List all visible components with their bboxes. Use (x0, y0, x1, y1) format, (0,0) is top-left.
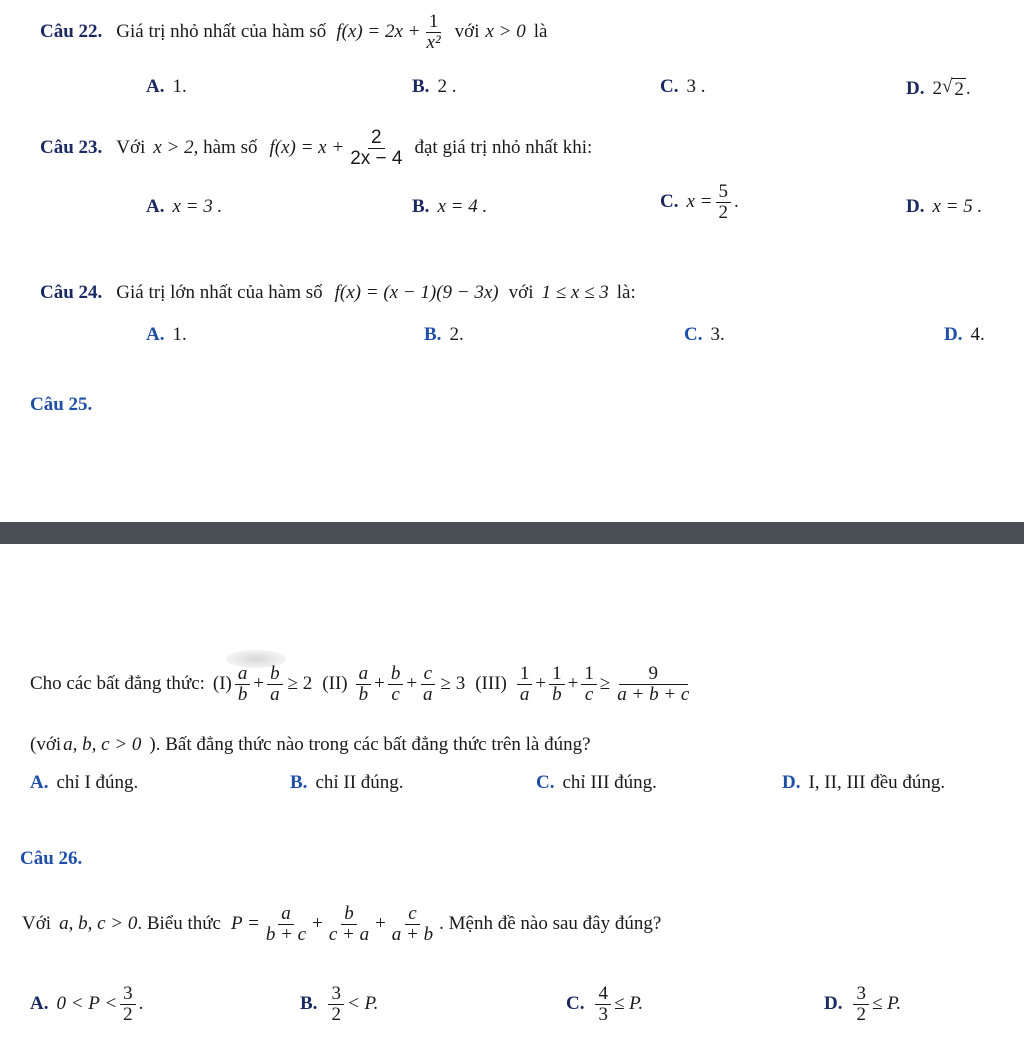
option-text: chỉ III đúng. (562, 772, 657, 793)
question-24-stem (40, 282, 636, 304)
condition-suffix: là: (616, 282, 636, 303)
fraction (549, 664, 565, 705)
fraction-denominator: 2x − 4 (350, 147, 403, 169)
fraction (235, 664, 251, 705)
function-lhs: f(x) = 2x + (336, 21, 421, 43)
fraction-numerator: a (356, 664, 372, 685)
option-key: A. (146, 324, 165, 345)
fraction (356, 664, 372, 705)
fraction-denominator: 2 (856, 1003, 866, 1025)
fraction-denominator: c + a (328, 923, 370, 945)
function: f(x) = (x − 1)(9 − 3x) (334, 282, 499, 303)
option-key: C. (660, 76, 679, 97)
question-25-inequalities (30, 664, 695, 705)
fraction-numerator: b (341, 904, 357, 925)
q23-option-a[interactable] (146, 196, 222, 218)
question-22-stem (40, 12, 547, 53)
question-24-text: Giá trị lớn nhất của hàm số (116, 282, 323, 303)
fraction-numerator: c (421, 664, 435, 685)
fraction-numerator: 3 (853, 984, 869, 1005)
fraction-numerator: 9 (619, 664, 689, 685)
condition-prefix: (với (30, 734, 62, 755)
option-text: x = 4 . (437, 196, 488, 217)
fraction-denominator: 2 (331, 1003, 341, 1025)
option-key: D. (944, 324, 963, 345)
option-key: D. (906, 77, 925, 99)
question-26-prompt: . Mệnh đề nào sau đây đúng? (439, 913, 662, 935)
condition-prefix: với (508, 282, 534, 303)
question-24-label: Câu 24. (40, 282, 103, 303)
q23-option-b[interactable] (412, 196, 487, 218)
option-key: A. (30, 993, 49, 1015)
q24-option-d[interactable] (944, 324, 985, 346)
question-23-suffix: đạt giá trị nhỏ nhất khi: (414, 137, 593, 159)
option-key: C. (684, 324, 703, 345)
fraction-numerator: 2 (368, 128, 385, 149)
plus-sign: + (375, 913, 386, 935)
fraction-numerator: 1 (517, 664, 533, 685)
q22-option-a[interactable] (146, 76, 187, 98)
fraction (389, 904, 436, 945)
plus-sign: + (253, 673, 265, 695)
fraction-numerator: a (235, 664, 251, 685)
question-22-text: Giá trị nhỏ nhất của hàm số (116, 21, 327, 43)
fraction (614, 664, 692, 705)
question-26-prefix: Với (22, 913, 52, 935)
option-text: x = 5 . (932, 196, 983, 217)
fraction-numerator: 4 (595, 984, 611, 1005)
fraction (424, 12, 444, 53)
option-text: chỉ II đúng. (315, 772, 404, 793)
inequality-iii-label: (III) (475, 673, 507, 695)
q23-option-d[interactable] (906, 196, 982, 218)
option-coefficient: 2 (932, 77, 942, 99)
question-25-label: Câu 25. (30, 394, 93, 415)
inequality-ii-rhs: ≥ 3 (440, 673, 466, 695)
greater-equal-sign: ≥ (599, 673, 611, 695)
option-key: C. (566, 993, 585, 1015)
question-25-condition (30, 734, 591, 756)
option-lhs: 0 < P < (56, 993, 118, 1015)
fraction (347, 128, 405, 169)
fraction-denominator: c (391, 683, 400, 705)
fraction (517, 664, 533, 705)
option-key: B. (412, 76, 430, 97)
q24-option-b[interactable] (424, 324, 464, 346)
condition: x > 2 (153, 137, 194, 159)
fraction-numerator: c (405, 904, 419, 925)
fraction-denominator: a (270, 683, 280, 705)
fraction-denominator: b (552, 683, 562, 705)
q25-option-b[interactable] (290, 772, 404, 794)
condition: x > 0 (485, 21, 526, 43)
question-23-prefix: Với (116, 137, 146, 159)
condition-prefix: với (454, 21, 480, 43)
fraction-numerator: 1 (549, 664, 565, 685)
question-25-prompt: ). Bất đẳng thức nào trong các bất đẳng thức trên là đúng? (149, 734, 591, 755)
option-text: 3. (710, 324, 725, 345)
fraction (120, 984, 136, 1025)
option-rhs: ≤ P. (613, 993, 644, 1015)
option-lhs: x = (686, 191, 713, 213)
q26-option-d[interactable] (824, 984, 901, 1025)
q25-option-a[interactable] (30, 772, 138, 794)
fraction-denominator: 2 (123, 1003, 133, 1025)
fraction (326, 904, 372, 945)
question-25-heading (30, 394, 106, 416)
question-26-middle: . Biểu thức (137, 913, 221, 935)
condition: a, b, c > 0 (59, 913, 138, 935)
q26-option-c[interactable] (566, 984, 643, 1025)
q24-option-a[interactable] (146, 324, 187, 346)
question-26-label: Câu 26. (20, 848, 83, 869)
plus-sign: + (374, 673, 385, 695)
fraction-numerator: a (278, 904, 294, 925)
question-26-stem (22, 904, 661, 945)
q25-option-d[interactable] (782, 772, 945, 794)
option-key: D. (824, 993, 843, 1015)
option-key: A. (146, 76, 165, 97)
fraction-numerator: 1 (426, 12, 442, 33)
inequality-ii-label: (II) (322, 673, 348, 695)
square-root: √ 2 (941, 76, 964, 100)
fraction (853, 984, 869, 1025)
condition-suffix: là (533, 21, 548, 43)
fraction (267, 664, 283, 705)
question-22-label: Câu 22. (40, 21, 103, 43)
option-rhs: ≤ P. (871, 993, 902, 1015)
option-text: chỉ I đúng. (56, 772, 139, 793)
radicand: 2 (954, 79, 964, 100)
option-key: D. (906, 196, 925, 217)
q22-option-b[interactable] (412, 76, 456, 98)
q23-option-c[interactable] (660, 182, 739, 223)
fraction-denominator: 3 (598, 1003, 608, 1025)
question-25-text: Cho các bất đẳng thức: (30, 673, 205, 695)
q22-option-c[interactable] (660, 76, 705, 98)
function-lhs: f(x) = x + (269, 137, 345, 159)
fraction-denominator: b (237, 683, 248, 705)
option-period: . (965, 77, 971, 99)
plus-sign: + (535, 673, 547, 695)
condition: a, b, c > 0 (63, 734, 142, 755)
fraction-denominator: x² (426, 31, 441, 53)
plus-sign: + (567, 673, 579, 695)
q24-option-c[interactable] (684, 324, 725, 346)
fraction-numerator: 5 (716, 182, 732, 203)
fraction-denominator: c (584, 683, 594, 705)
fraction-denominator: b + c (265, 923, 307, 945)
q26-option-a[interactable] (30, 984, 143, 1025)
option-text: 2. (449, 324, 464, 345)
question-23-stem (40, 128, 592, 169)
option-text: 4. (970, 324, 985, 345)
q22-option-d[interactable] (906, 76, 971, 101)
option-period: . (138, 993, 144, 1015)
fraction-numerator: 3 (120, 984, 136, 1005)
fraction (716, 182, 732, 223)
fraction-denominator: b (358, 683, 369, 705)
option-text: I, II, III đều đúng. (808, 772, 946, 793)
q25-option-c[interactable] (536, 772, 657, 794)
option-key: C. (660, 191, 679, 213)
fraction (328, 984, 344, 1025)
option-key: B. (290, 772, 308, 793)
option-text: 1. (172, 324, 187, 345)
fraction (263, 904, 309, 945)
expression-lhs: P = (230, 913, 260, 935)
fraction-denominator: a (519, 683, 530, 705)
question-26-heading (20, 848, 96, 870)
page-separator (0, 522, 1024, 544)
option-text: 2 . (437, 76, 457, 97)
fraction-denominator: a + b + c (617, 683, 690, 705)
fraction (581, 664, 597, 705)
option-key: D. (782, 772, 801, 793)
question-23-label: Câu 23. (40, 137, 103, 159)
question-23-middle: , hàm số (193, 137, 258, 159)
option-text: x = 3 . (172, 196, 223, 217)
option-key: B. (424, 324, 442, 345)
fraction (388, 664, 404, 705)
fraction-numerator: b (388, 664, 404, 685)
fraction-denominator: a (423, 683, 433, 705)
option-key: A. (30, 772, 49, 793)
fraction-numerator: b (267, 664, 283, 685)
option-period: . (734, 191, 739, 213)
option-key: B. (300, 993, 318, 1015)
fraction-numerator: 1 (581, 664, 597, 685)
fraction (420, 664, 436, 705)
fraction-denominator: a + b (391, 923, 434, 945)
option-key: A. (146, 196, 165, 217)
plus-sign: + (312, 913, 323, 935)
option-key: B. (412, 196, 430, 217)
fraction-numerator: 3 (328, 984, 344, 1005)
q26-option-b[interactable] (300, 984, 378, 1025)
option-text: 1. (172, 76, 187, 97)
inequality-i-rhs: ≥ 2 (287, 673, 313, 695)
fraction-denominator: 2 (718, 201, 728, 223)
fraction (595, 984, 611, 1025)
option-rhs: < P. (346, 993, 379, 1015)
condition: 1 ≤ x ≤ 3 (541, 282, 609, 303)
option-key: C. (536, 772, 555, 793)
option-text: 3 . (686, 76, 706, 97)
plus-sign: + (406, 673, 418, 695)
inequality-i-label: (I) (212, 673, 232, 695)
